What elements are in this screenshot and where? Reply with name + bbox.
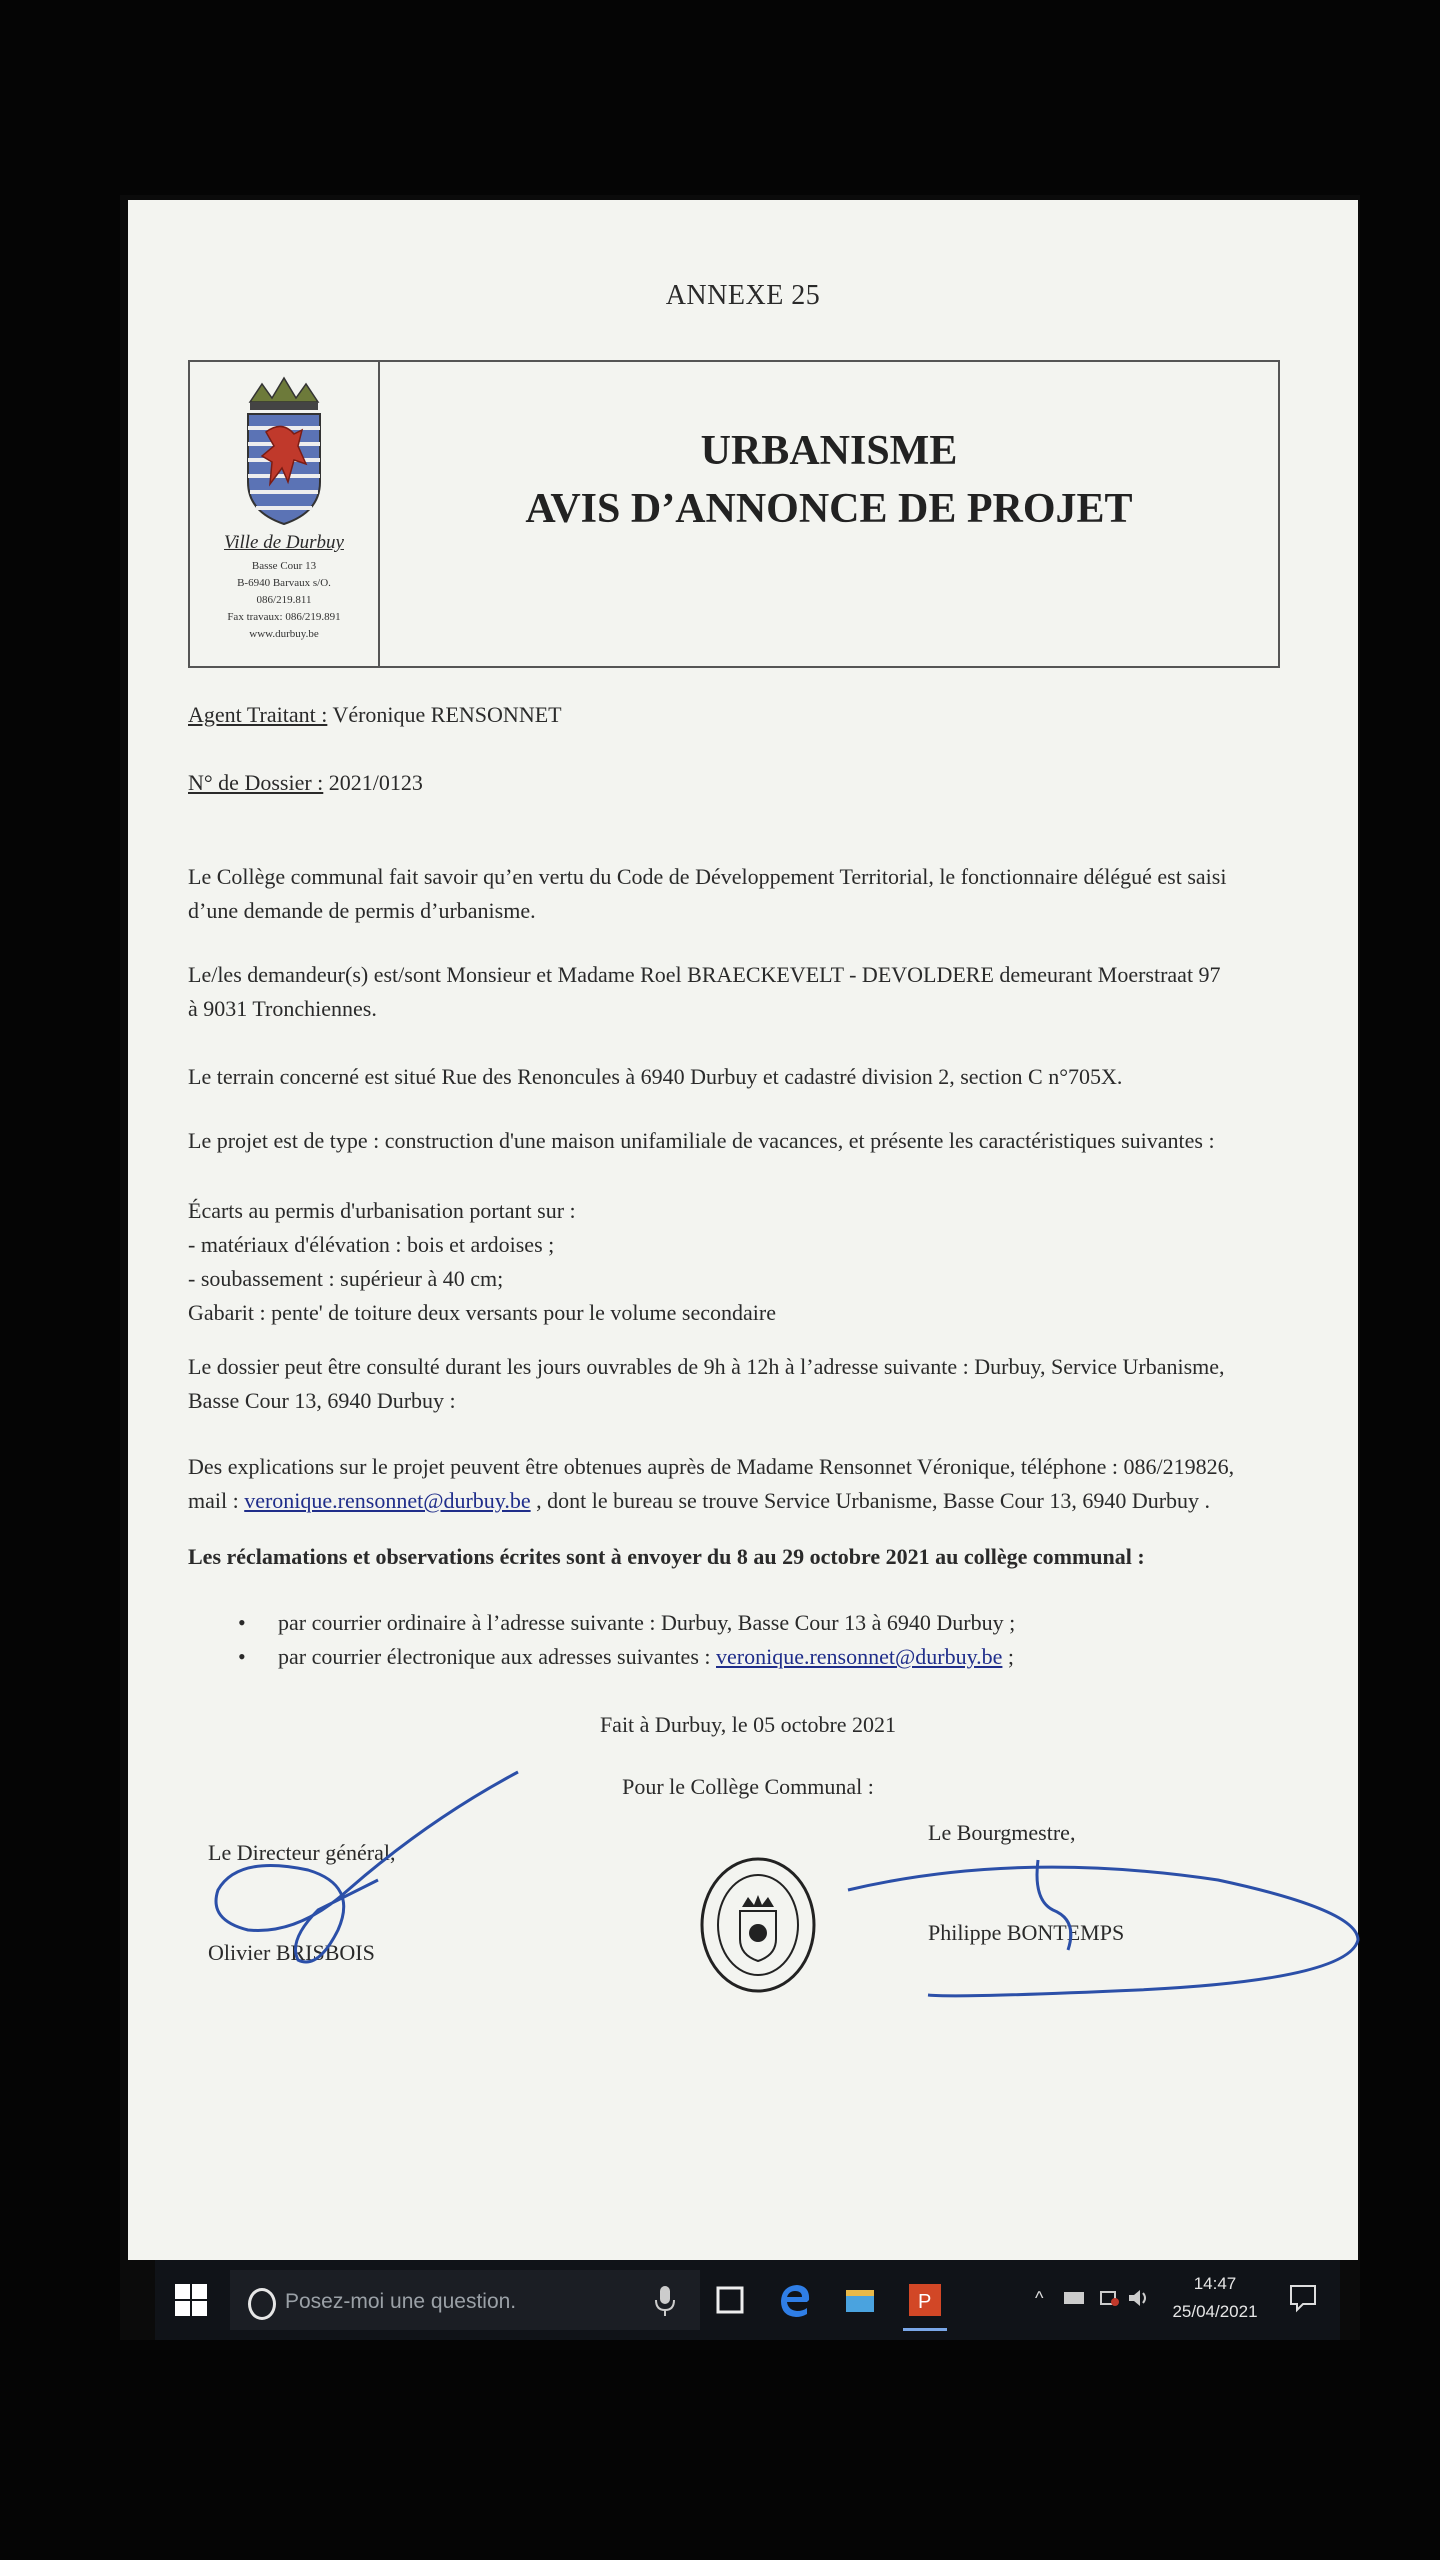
pour-le-college: Pour le Collège Communal :: [622, 1774, 874, 1799]
logo-cell: [190, 362, 380, 666]
bullet-dot: •: [238, 1644, 246, 1669]
header-box: [188, 360, 1280, 668]
cortana-icon: [248, 2288, 276, 2320]
agent-label: Agent Traitant :: [188, 702, 328, 727]
notification-icon[interactable]: [1285, 2280, 1321, 2316]
bullet2-suffix: ;: [1002, 1644, 1015, 1669]
paragraph-explications: [188, 1450, 1308, 1518]
ecarts-list: [188, 1194, 1308, 1330]
dossier-label: N° de Dossier :: [188, 770, 324, 795]
annex-title: ANNEXE 25: [665, 280, 821, 311]
logo-address-line: B-6940 Barvaux s/O.: [237, 577, 331, 589]
cortana-search-box[interactable]: [230, 2270, 700, 2330]
windows-taskbar: [155, 2260, 1340, 2340]
network-icon[interactable]: [1060, 2284, 1088, 2312]
dossier-value: 2021/0123: [328, 770, 423, 795]
text-line: d’une demande de permis d’urbanisme.: [188, 898, 536, 923]
logo-address-line: Basse Cour 13: [251, 560, 317, 572]
bourgmestre-signature: [838, 1840, 1378, 2000]
text-line: Gabarit : pente' de toiture deux versants pour le volume secondaire: [188, 1300, 776, 1325]
system-clock[interactable]: [1155, 2270, 1275, 2326]
text-line: Le dossier peut être consulté durant les jours ouvrables de 9h à 12h à l’adresse suivante : Durbuy, Service Urbanisme,: [188, 1354, 1225, 1379]
agent-value: Véronique RENSONNET: [332, 702, 562, 727]
text-line: Des explications sur le projet peuvent être obtenues auprès de Madame Rensonnet Véronique, téléphone : 086/219826,: [188, 1454, 1235, 1479]
fait-a-durbuy: Fait à Durbuy, le 05 octobre 2021: [599, 1712, 897, 1737]
battery-icon[interactable]: [1095, 2284, 1123, 2312]
directeur-name: Olivier BRISBOIS: [208, 1940, 375, 1965]
email-link[interactable]: veronique.rensonnet@durbuy.be: [716, 1644, 1003, 1669]
text-line: Le Collège communal fait savoir qu’en vertu du Code de Développement Territorial, le fonctionnaire délégué est saisi: [188, 864, 1227, 889]
bullet-dot: •: [238, 1610, 246, 1635]
email-link[interactable]: veronique.rensonnet@durbuy.be: [244, 1488, 531, 1513]
bullet-courrier-ordinaire: par courrier ordinaire à l’adresse suivante : Durbuy, Basse Cour 13 à 6940 Durbuy ;: [278, 1610, 1016, 1635]
logo-website: www.durbuy.be: [249, 628, 319, 640]
powerpoint-icon[interactable]: [905, 2280, 945, 2320]
search-placeholder: Posez-moi une question.: [285, 2290, 517, 2313]
text-line: [188, 1484, 1308, 1518]
file-explorer-icon[interactable]: [840, 2280, 880, 2320]
agent-traitant: [188, 698, 1308, 732]
logo-phone: 086/219.811: [256, 594, 312, 606]
bullet-courrier-electronique: [278, 1644, 1278, 1670]
document-page: [128, 200, 1358, 2260]
bullet2-prefix: par courrier électronique aux adresses suivantes :: [278, 1644, 716, 1669]
mail-suffix: , dont le bureau se trouve Service Urbanisme, Basse Cour 13, 6940 Durbuy .: [530, 1488, 1211, 1513]
task-view-icon[interactable]: [710, 2280, 750, 2320]
microphone-icon[interactable]: [645, 2280, 685, 2320]
reclamations-heading: Les réclamations et observations écrites sont à envoyer du 8 au 29 octobre 2021 au collège communal :: [188, 1544, 1145, 1569]
title-line-avis: AVIS D’ANNONCE DE PROJET: [525, 486, 1133, 532]
municipal-seal-stamp: [698, 1855, 818, 1995]
dossier-number: [188, 766, 1308, 800]
svg-text:P: P: [918, 2291, 932, 2313]
volume-icon[interactable]: [1125, 2284, 1153, 2312]
bourgmestre-name: Philippe BONTEMPS: [928, 1920, 1125, 1945]
directeur-signature: [188, 1760, 528, 2000]
text-line: à 9031 Tronchiennes.: [188, 996, 377, 1021]
edge-icon[interactable]: [775, 2280, 815, 2320]
clock-date: 25/04/2021: [1172, 2302, 1258, 2321]
text-line: Écarts au permis d'urbanisation portant sur :: [188, 1198, 576, 1223]
clock-time: 14:47: [1193, 2274, 1237, 2293]
text-line: Basse Cour 13, 6940 Durbuy :: [188, 1388, 456, 1413]
ville-de-durbuy-label: Ville de Durbuy: [224, 532, 344, 553]
paragraph-terrain: Le terrain concerné est situé Rue des Renoncules à 6940 Durbuy et cadastré division 2, section C n°705X.: [188, 1064, 1123, 1089]
text-line: Le/les demandeur(s) est/sont Monsieur et Madame Roel BRAECKEVELT - DEVOLDERE demeurant Moerstraat 97: [188, 962, 1221, 987]
main-title: [380, 422, 1278, 538]
chevron-up-icon[interactable]: ^: [1035, 2288, 1044, 2308]
text-line: - matériaux d'élévation : bois et ardoises ;: [188, 1232, 555, 1257]
paragraph-projet: Le projet est de type : construction d'une maison unifamiliale de vacances, et présente les caractéristiques suivantes :: [188, 1128, 1215, 1153]
text-line: - soubassement : supérieur à 40 cm;: [188, 1266, 504, 1291]
paragraph-demandeurs: [188, 958, 1308, 1026]
paragraph-college: [188, 860, 1308, 928]
bourgmestre-title: Le Bourgmestre,: [928, 1820, 1076, 1845]
active-app-indicator: [903, 2328, 947, 2331]
title-line-urbanisme: URBANISME: [700, 428, 958, 474]
durbuy-crest-logo: [236, 372, 332, 552]
mail-prefix: mail :: [188, 1488, 245, 1513]
paragraph-consultation: [188, 1350, 1308, 1418]
windows-icon[interactable]: [175, 2284, 207, 2316]
directeur-title: Le Directeur général,: [208, 1840, 396, 1865]
logo-fax: Fax travaux: 086/219.891: [227, 611, 341, 623]
